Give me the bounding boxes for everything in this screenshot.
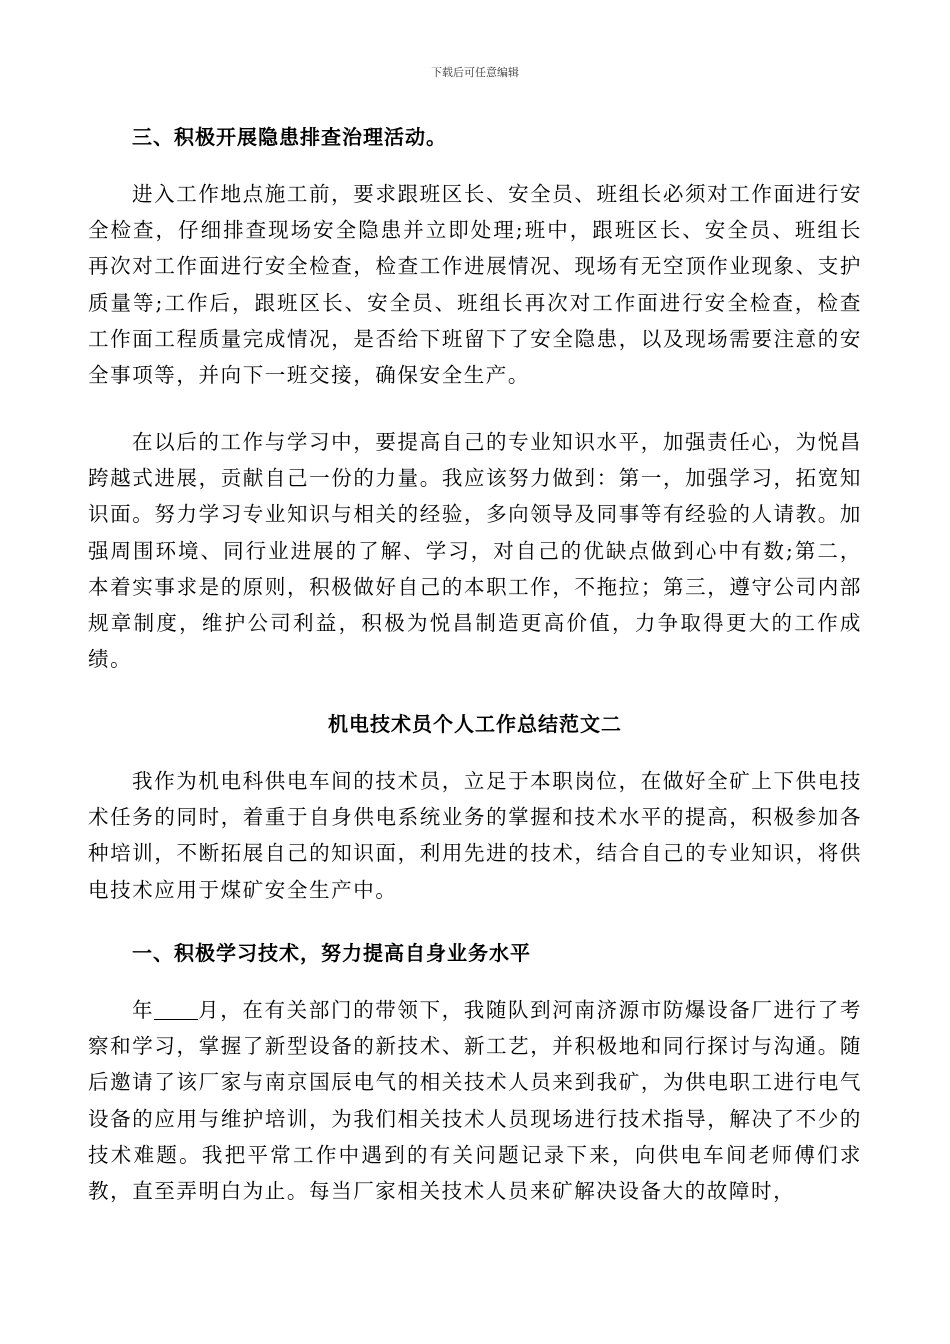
study-year-label: 年 bbox=[132, 998, 155, 1022]
document-title-2: 机电技术员个人工作总结范文二 bbox=[328, 712, 622, 736]
paragraph-future-goals: 在以后的工作与学习中，要提高自己的专业知识水平，加强责任心，为悦昌跨越式进展，贡献自己一份的力量。我应该努力做到：第一，加强学习，拓宽知识面。努力学习专业知识与相关的经验，多向领导及同事等有经验的人请教。加强周围环境、同行业进展的了解、学习，对自己的优缺点做到心中有数;第二，本着实事求是的原则，积极做好自己的本职工作，不拖拉；第三，遵守公司内部规章制度，维护公司利益，积极为悦昌制造更高价值，力争取得更大的工作成绩。 bbox=[88, 430, 862, 672]
blank-fill-line bbox=[154, 999, 198, 1020]
section-heading-1: 一、积极学习技术，努力提高自身业务水平 bbox=[132, 941, 531, 965]
header-watermark: 下载后可任意编辑 bbox=[431, 66, 519, 79]
paragraph-inspection: 进入工作地点施工前，要求跟班区长、安全员、班组长必须对工作面进行安全检查，仔细排查现场安全隐患并立即处理;班中，跟班区长、安全员、班组长再次对工作面进行安全检查，检查工作进展情况、现场有无空顶作业现象、支护质量等;工作后，跟班区长、安全员、班组长再次对工作面进行安全检查，检查工作面工程质量完成情况，是否给下班留下了安全隐患，以及现场需要注意的安全事项等，并向下一班交接，确保安全生产。 bbox=[88, 182, 862, 388]
study-text: 月，在有关部门的带领下，我随队到河南济源市防爆设备厂进行了考察和学习，掌握了新型设备的新技术、新工艺，并积极地和同行探讨与沟通。随后邀请了该厂家与南京国辰电气的相关技术人员来到我矿，为供电职工进行电气设备的应用与维护培训，为我们相关技术人员现场进行技术指导，解决了不少的技术难题。我把平常工作中遇到的有关问题记录下来，向供电车间老师傅们求教，直至弄明白为止。每当厂家相关技术人员来矿解决设备大的故障时， bbox=[88, 998, 863, 1204]
section-heading-3: 三、积极开展隐患排查治理活动。 bbox=[132, 125, 447, 149]
paragraph-study bbox=[88, 992, 862, 1209]
paragraph-intro: 我作为机电科供电车间的技术员，立足于本职岗位，在做好全矿上下供电技术任务的同时，着重于自身供电系统业务的掌握和技术水平的提高，积极参加各种培训，不断拓展自己的知识面，利用先进的技术，结合自己的专业知识，将供电技术应用于煤矿安全生产中。 bbox=[88, 769, 862, 902]
